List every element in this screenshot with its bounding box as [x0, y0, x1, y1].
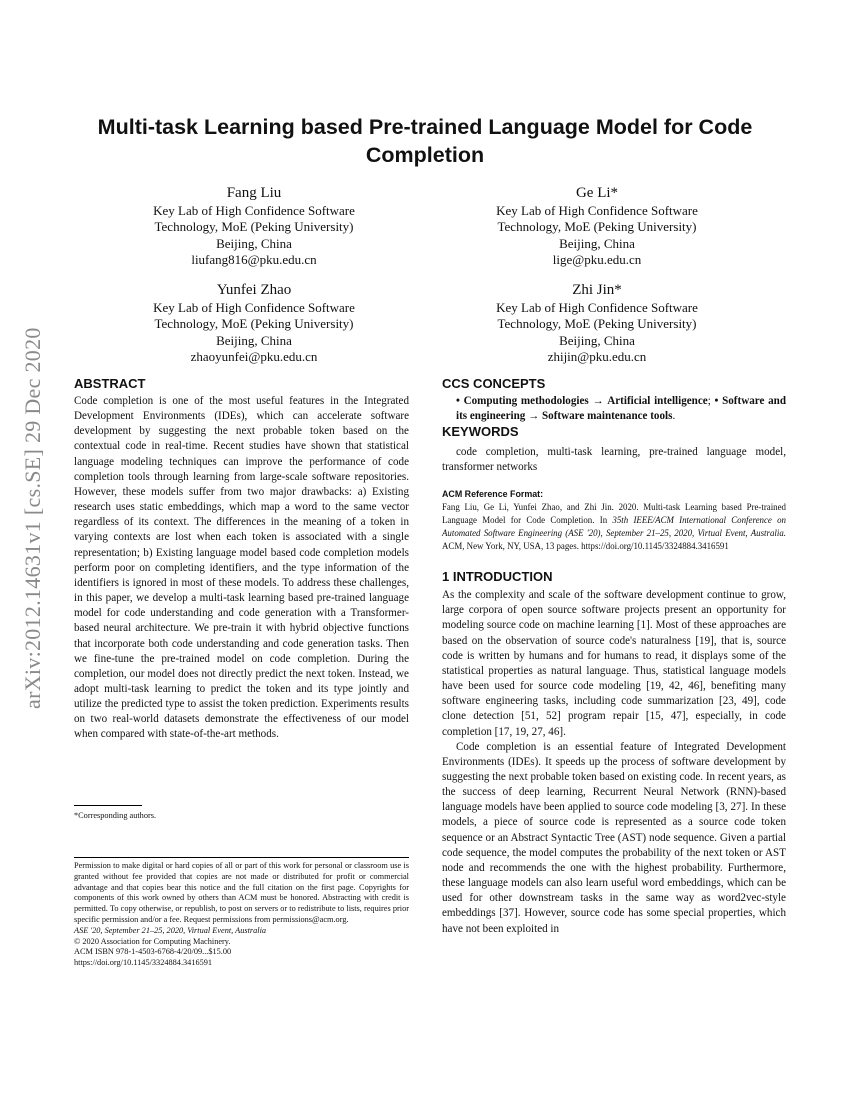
author-affiliation: Technology, MoE (Peking University)	[154, 316, 354, 332]
author-email[interactable]: liufang816@pku.edu.cn	[191, 251, 317, 267]
arxiv-stamp: arXiv:2012.14631v1 [cs.SE] 29 Dec 2020	[20, 327, 45, 709]
author-block	[104, 281, 404, 365]
reference-authors: Fang Liu, Ge Li, Yunfei Zhao, and Zhi Jin. 2020. Multi-task Learning based Pre-trained Language Model for Code Completion. In	[442, 501, 786, 525]
footnote-rule	[74, 805, 142, 806]
acm-reference	[442, 488, 786, 553]
permission-text: Permission to make digital or hard copies of all or part of this work for personal or classroom use is granted without fee provided that copies are not made or distributed for profit or commercial advantage and that copies bear this notice and the full citation on the first page. Copyrights for components of this work owned by others than ACM must be honored. Abstracting with credit is permitted. To copy otherwise, or republish, to post on servers or to redistribute to lists, requires prior specific permission and/or a fee. Request permissions from permissions@acm.org.	[74, 861, 409, 924]
author-name: Ge Li*	[575, 185, 619, 201]
introduction-heading: 1 INTRODUCTION	[442, 569, 553, 585]
ccs-bullet-1: • Computing methodologies	[456, 395, 589, 407]
reference-heading: ACM Reference Format:	[442, 488, 544, 499]
ccs-target-2: Software maintenance tools	[541, 410, 673, 423]
ccs-heading: CCS CONCEPTS	[442, 376, 546, 391]
reference-venue: 35th IEEE/ACM International Conference on Automated Software Engineering (ASE '20), September 21–25, 2020, Virtual Event, Australia.	[442, 514, 786, 538]
author-email[interactable]: lige@pku.edu.cn	[552, 251, 642, 267]
author-block	[447, 281, 747, 365]
ccs-arrow: →	[588, 395, 608, 407]
footnote: *Corresponding authors.	[74, 811, 157, 820]
abstract-text: Code completion is one of the most useful features in the Integrated Development Environments (IDEs), which can accelerate software development by suggesting the next probable token based on the contextual code in real-time. Recent studies have shown that statistical language modeling techniques can improve the performance of code completion tools through learning from large-scale software repositories. However, these models suffer from two major drawbacks: a) Existing research uses static embeddings, which map a word to the same vector regardless of its context. The differences in the meaning of a token in varying contexts are lost when each token is associated with a single representation; b) Existing language model based code completion models perform poor on completing identifiers, and the type information of the identifiers is ignored in most of these models. To address these challenges, in this paper, we develop a multi-task learning based pre-trained language model for code understanding and code generation with a Transformer-based neural architecture. We pre-train it with hybrid objective functions that incorporate both code understanding and code generation tasks. Then we fine-tune the pre-trained model on code completion. During the completion, our model does not directly predict the next token. Instead, we adopt multi-task learning to predict the token and its type jointly and utilize the predicted type to assist the token prediction. Experiments results on two real-world datasets demonstrate the effectiveness of our model when compared with state-of-the-art methods.	[74, 395, 409, 741]
left-column	[74, 376, 409, 743]
author-city: Beijing, China	[216, 332, 292, 348]
author-name: Yunfei Zhao	[216, 282, 292, 298]
author-city: Beijing, China	[559, 235, 635, 251]
abstract-heading: ABSTRACT	[74, 376, 146, 391]
ccs-text	[442, 394, 786, 424]
paper-title: Multi-task Learning based Pre-trained Language Model for Code Completion	[97, 115, 753, 167]
author-block	[104, 184, 404, 268]
author-affiliation: Key Lab of High Confidence Software	[496, 203, 698, 218]
author-block	[447, 184, 747, 268]
reference-rest: ACM, New York, NY, USA, 13 pages. https://doi.org/10.1145/3324884.3416591	[442, 541, 729, 551]
ccs-end: .	[672, 410, 676, 423]
ccs-separator: ;	[707, 395, 715, 407]
permission-rule	[74, 857, 409, 858]
author-affiliation: Key Lab of High Confidence Software	[153, 300, 355, 315]
intro-paragraph-2: Code completion is an essential feature of Integrated Development Environments (IDEs). It speeds up the process of software development by suggesting the next probable token based on existing code. In recent years, as the success of deep learning, Recurrent Neural Network (RNN)-based language models have been applied to source code modeling [3, 27]. In these models, a piece of source code is represented as a source code token sequence or an Abstract Syntactic Tree (AST) node sequence. Given a partial code sequence, the model computes the probability of the next token or AST node and recommends the one with the highest probability. Furthermore, these language models can also learn useful word embeddings, which can be used for other downstream tasks in the same way as word2vec-style embeddings [37]. However, source code has some special properties, which have not been exploited in	[442, 740, 786, 935]
isbn-line: ACM ISBN 978-1-4503-6768-4/20/09...$15.00	[74, 947, 232, 957]
permission-block	[74, 861, 409, 969]
keywords-text: code completion, multi-task learning, pre-trained language model, transformer networks	[442, 446, 786, 474]
ccs-arrow: →	[525, 410, 542, 423]
author-affiliation: Technology, MoE (Peking University)	[497, 316, 697, 332]
author-affiliation: Technology, MoE (Peking University)	[497, 219, 697, 235]
reference-text	[442, 501, 786, 553]
doi-line[interactable]: https://doi.org/10.1145/3324884.3416591	[74, 958, 213, 968]
author-city: Beijing, China	[216, 235, 292, 251]
venue-line: ASE '20, September 21–25, 2020, Virtual Event, Australia	[74, 925, 267, 935]
author-name: Fang Liu	[226, 185, 282, 201]
author-affiliation: Key Lab of High Confidence Software	[496, 300, 698, 315]
author-affiliation: Technology, MoE (Peking University)	[154, 219, 354, 235]
author-affiliation: Key Lab of High Confidence Software	[153, 203, 355, 218]
keywords-heading: KEYWORDS	[442, 424, 519, 440]
author-email[interactable]: zhaoyunfei@pku.edu.cn	[190, 348, 318, 364]
author-name: Zhi Jin*	[572, 282, 622, 298]
ccs-target-1: Artificial intelligence	[607, 395, 708, 407]
author-email[interactable]: zhijin@pku.edu.cn	[547, 348, 647, 364]
author-city: Beijing, China	[559, 332, 635, 348]
intro-paragraph-1: As the complexity and scale of the software development continue to grow, large corpora of open source software projects present an opportunity for modeling source code on machine learning [1]. Most of these approaches are based on the observation of source code's naturalness [19], that is, source code is written by humans and for humans to read, it displays some of the statistical properties as natural language. Thus, statistical language models have been used for source code modeling [19, 42, 46], benefiting many software engineering tasks, including code summarization [23, 49], code clone detection [51, 52] program repair [15, 47], especially, in code completion [17, 19, 27, 46].	[442, 589, 786, 738]
ccs-bullet-2: • Software and its engineering	[456, 395, 786, 423]
copyright-line: © 2020 Association for Computing Machinery.	[74, 936, 231, 946]
right-column	[442, 376, 786, 937]
